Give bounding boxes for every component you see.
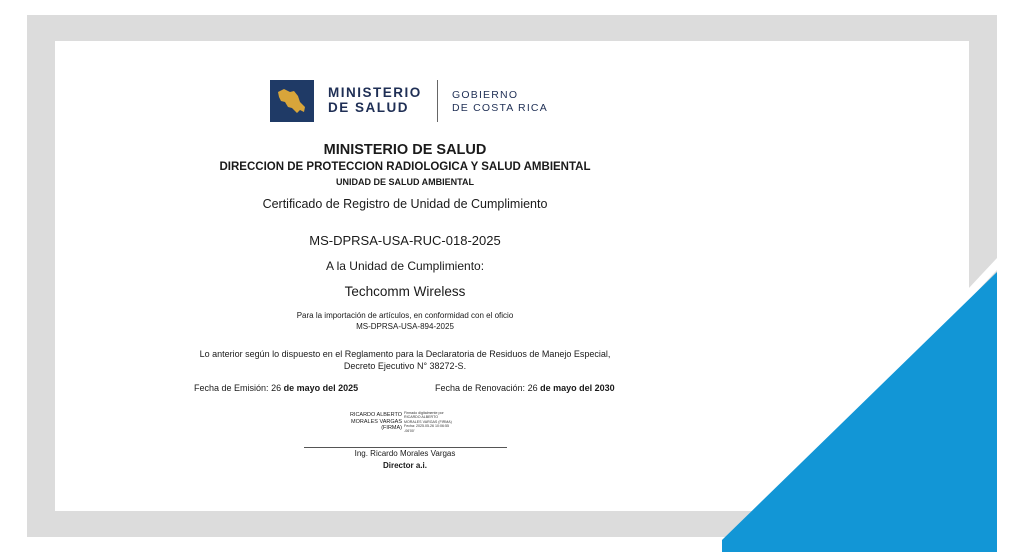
issue-label: Fecha de Emisión: — [194, 383, 269, 393]
gov-line-1: GOBIERNO — [452, 89, 519, 101]
certificate-type: Certificado de Registro de Unidad de Cumplimiento — [262, 197, 548, 211]
sig-note-line: -06'00' — [404, 428, 415, 433]
sig-name-line: MORALES VARGAS — [351, 418, 402, 425]
signer-role: Director a.i. — [382, 461, 427, 470]
renewal-date — [435, 383, 615, 393]
issue-day: 26 — [271, 383, 282, 393]
ministry-line-1: MINISTERIO — [328, 85, 422, 100]
signature-name-block — [347, 412, 402, 432]
sig-name-line: RICARDO ALBERTO — [349, 412, 402, 418]
government-wordmark — [452, 89, 548, 115]
addressee-intro: A la Unidad de Cumplimiento: — [325, 259, 485, 273]
renewal-date-value: de mayo del 2030 — [540, 383, 615, 393]
import-text: Para la importación de artículos, en conformidad con el oficio — [296, 311, 514, 320]
renewal-label: Fecha de Renovación: — [435, 383, 526, 393]
sig-note-line: Fecha: 2025.05.26 10:06:55 — [404, 424, 449, 429]
logo-divider — [437, 80, 438, 122]
issue-date — [194, 383, 358, 393]
ministry-wordmark — [328, 85, 422, 115]
costa-rica-map-icon — [270, 80, 314, 122]
gov-line-2: DE COSTA RICA — [452, 102, 548, 114]
direction-name: DIRECCION DE PROTECCION RADIOLOGICA Y SALUD AMBIENTAL — [219, 161, 591, 173]
sig-note-line: RICARDO ALBERTO — [404, 415, 439, 420]
sig-name-line: (FIRMA) — [381, 425, 402, 432]
oficio-number: MS-DPRSA-USA-894-2025 — [356, 322, 454, 331]
company-name: Techcomm Wireless — [344, 284, 466, 299]
sig-note-line: Firmado digitalmente por — [404, 411, 444, 415]
ministry-line-2: DE SALUD — [328, 100, 410, 115]
unit-name: UNIDAD DE SALUD AMBIENTAL — [336, 177, 474, 187]
sig-note-line: MORALES VARGAS (FIRMA) — [404, 419, 452, 424]
regulation-text: Lo anterior según lo dispuesto en el Reglamento para la Declaratoria de Residuos de Manejo Especial, Decreto Ejecutivo N° 38272-S. — [199, 349, 611, 371]
document-title: MINISTERIO DE SALUD — [323, 142, 487, 158]
digital-signature-note — [404, 411, 452, 433]
signer-name: Ing. Ricardo Morales Vargas — [354, 449, 456, 458]
signature-line — [304, 447, 507, 448]
issue-date-value: de mayo del 2025 — [283, 383, 359, 393]
ministry-logo — [270, 80, 314, 122]
certificate-code: MS-DPRSA-USA-RUC-018-2025 — [309, 233, 501, 248]
renewal-day: 26 — [527, 383, 538, 393]
